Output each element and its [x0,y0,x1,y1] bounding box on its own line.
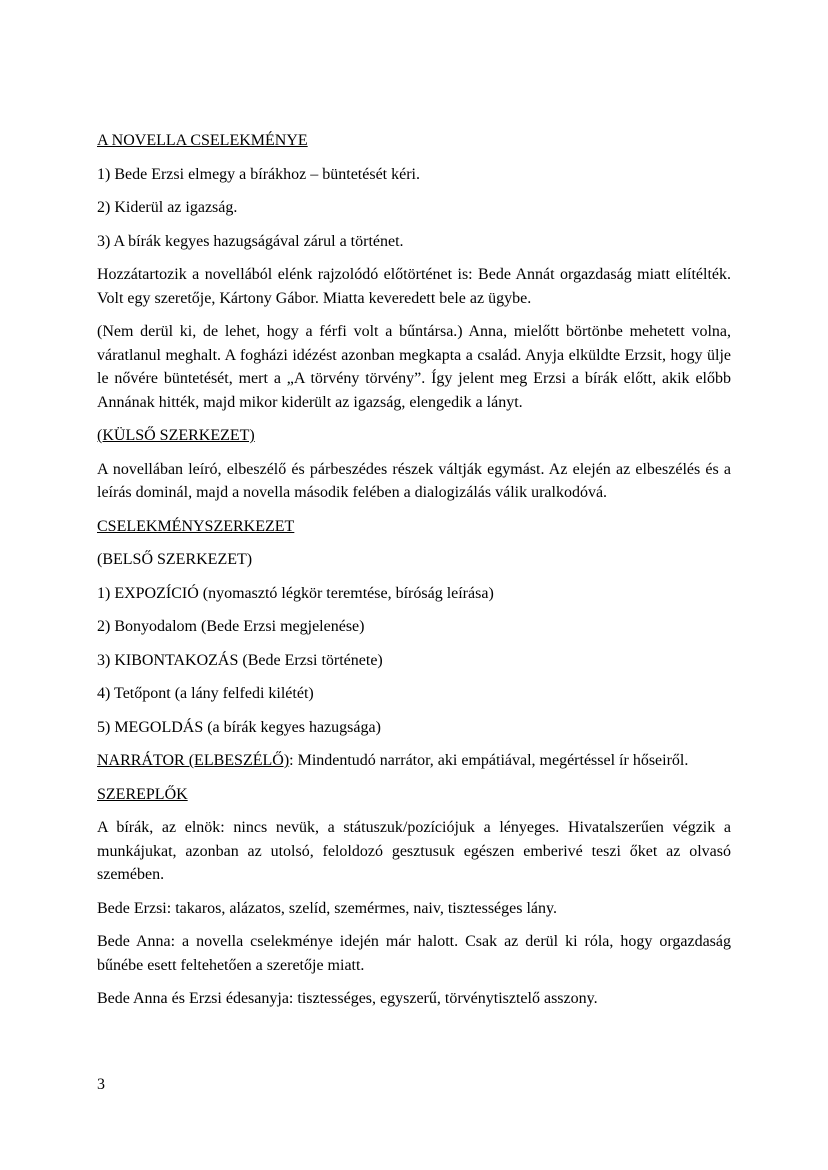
character-mother-paragraph: Bede Anna és Erzsi édesanyja: tisztességes, egyszerű, törvénytisztelő asszony. [97,990,598,1007]
narrator-label: NARRÁTOR (ELBESZÉLŐ) [97,752,290,769]
section-heading-outer-structure: (KÜLSŐ SZERKEZET) [97,427,255,444]
character-judges-paragraph: A bírák, az elnök: nincs nevük, a státuszuk/pozíciójuk a lényeges. Hivatalszerűen végzik a munkájukat, azonban az utolsó, feloldozó gesztusuk egészen emberivé teszi őket az olvasó szemében. [97,819,731,883]
section-heading-characters: SZEREPLŐK [97,785,188,803]
character-bede-erzsi-paragraph: Bede Erzsi: takaros, alázatos, szelíd, szemérmes, naiv, tisztességes lány. [97,899,557,917]
plot-stage-3: 3) KIBONTAKOZÁS (Bede Erzsi története) [97,651,383,669]
plot-backstory-paragraph-2: (Nem derül ki, de lehet, hogy a férfi volt a bűntársa.) Anna, mielőtt börtönbe mehetett volna, váratlanul meghalt. A fogházi idézést azonban megkapta a család. Anyja elküldte Erzsit, hogy ülje le nővére büntetését, mert a „A törvény törvény”. Így jelent meg Erzsi a bírák előtt, akik előbb Annának hitték, majd mikor kiderült az igazság, elengedik a lányt. [97,323,731,411]
narrator-line [97,749,731,773]
plot-stage-2: 2) Bonyodalom (Bede Erzsi megjelenése) [97,618,365,635]
plot-structure-subheading: (BELSŐ SZERKEZET) [97,551,253,568]
character-bede-anna-paragraph: Bede Anna: a novella cselekménye idején már halott. Csak az derül ki róla, hogy orgazdaság bűnébe esett feltehetően a szeretője miatt. [97,933,731,974]
section-heading-plot-structure: CSELEKMÉNYSZERKEZET [97,517,295,535]
plot-item-1: 1) Bede Erzsi elmegy a bírákhoz – büntetését kéri. [97,165,420,183]
narrator-text: : Mindentudó narrátor, aki empátiával, megértéssel ír hőseiről. [289,752,689,769]
plot-backstory-paragraph: Hozzátartozik a novellából elénk rajzolódó előtörténet is: Bede Annát orgazdaság miatt elítélték. Volt egy szeretője, Kártony Gábor. Miatta keveredett bele az ügybe. [97,266,731,307]
section-heading-plot: A NOVELLA CSELEKMÉNYE [97,132,308,149]
plot-stage-1: 1) EXPOZÍCIÓ (nyomasztó légkör teremtése, bíróság leírása) [97,584,494,602]
plot-stage-4: 4) Tetőpont (a lány felfedi kilétét) [97,685,314,702]
plot-item-3: 3) A bírák kegyes hazugságával zárul a történet. [97,232,404,250]
page-number: 3 [97,1076,105,1093]
outer-structure-paragraph: A novellában leíró, elbeszélő és párbeszédes részek váltják egymást. Az elején az elbeszélés és a leírás dominál, majd a novella második felében a dialogizálás válik uralkodóvá. [97,460,731,501]
plot-item-2: 2) Kiderül az igazság. [97,199,238,216]
plot-stage-5: 5) MEGOLDÁS (a bírák kegyes hazugsága) [97,718,381,736]
